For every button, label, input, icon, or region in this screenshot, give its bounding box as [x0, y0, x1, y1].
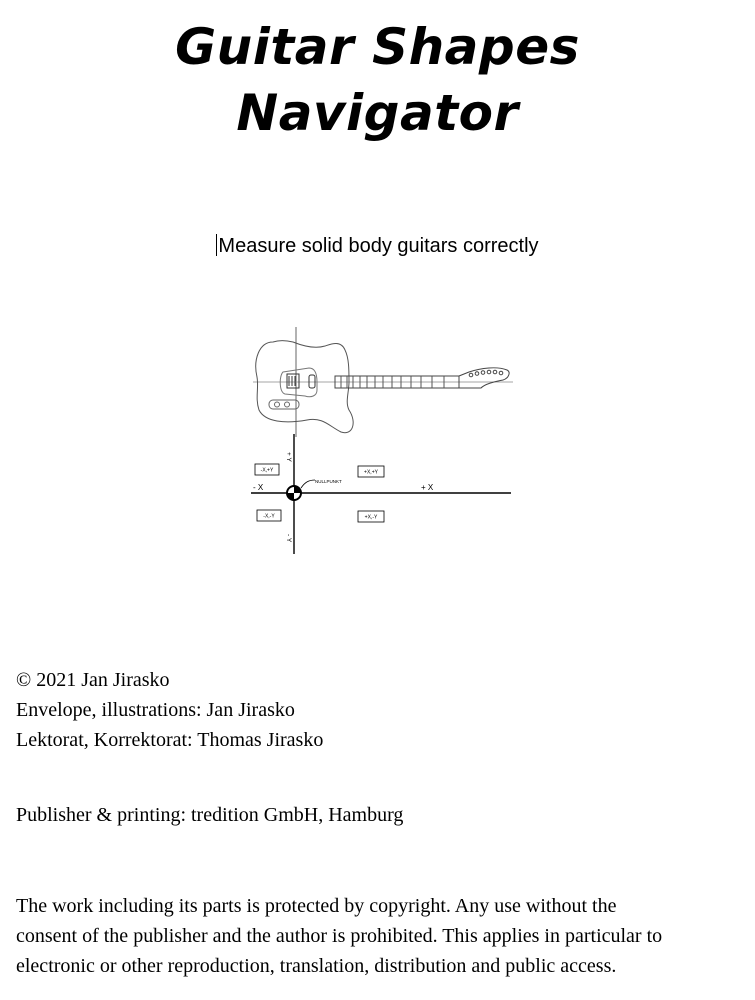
copyright-notice-line-3: electronic or other reproduction, translation, distribution and public access. [16, 955, 617, 977]
book-subtitle [0, 233, 755, 259]
quadrant-label-top-left: -X,+Y [260, 467, 274, 474]
guitar-drawing [253, 327, 513, 437]
publisher-line: Publisher & printing: tredition GmbH, Hamburg [16, 804, 404, 826]
copyright-notice-line-2: consent of the publisher and the author is prohibited. This applies in particular to [16, 925, 663, 947]
illustration-svg [245, 322, 520, 557]
x-positive-label: + X [421, 483, 434, 492]
copyright-notice-line-1: The work including its parts is protected by copyright. Any use without the [16, 895, 617, 917]
lektorat-credit-line: Lektorat, Korrektorat: Thomas Jirasko [16, 729, 324, 751]
origin-label: NULLPUNKT [315, 479, 342, 484]
y-negative-label: - Y [285, 534, 292, 543]
credits-block [16, 665, 323, 755]
copyright-notice [16, 891, 746, 981]
book-title [0, 14, 755, 146]
y-positive-label: + Y [285, 452, 292, 462]
x-negative-label: - X [253, 483, 264, 492]
guitar-coordinate-illustration [245, 322, 520, 557]
envelope-credit-line: Envelope, illustrations: Jan Jirasko [16, 699, 295, 721]
quadrant-label-bottom-right: +X,-Y [364, 514, 378, 521]
book-title-line-2: Navigator [236, 84, 519, 142]
copyright-line: © 2021 Jan Jirasko [16, 669, 170, 691]
coordinate-system [251, 434, 511, 554]
quadrant-label-top-right: +X,+Y [364, 469, 378, 476]
quadrant-label-bottom-left: -X,-Y [263, 513, 275, 520]
subtitle-text: Measure solid body guitars correctly [218, 235, 539, 257]
book-title-line-1: Guitar Shapes [175, 18, 580, 76]
